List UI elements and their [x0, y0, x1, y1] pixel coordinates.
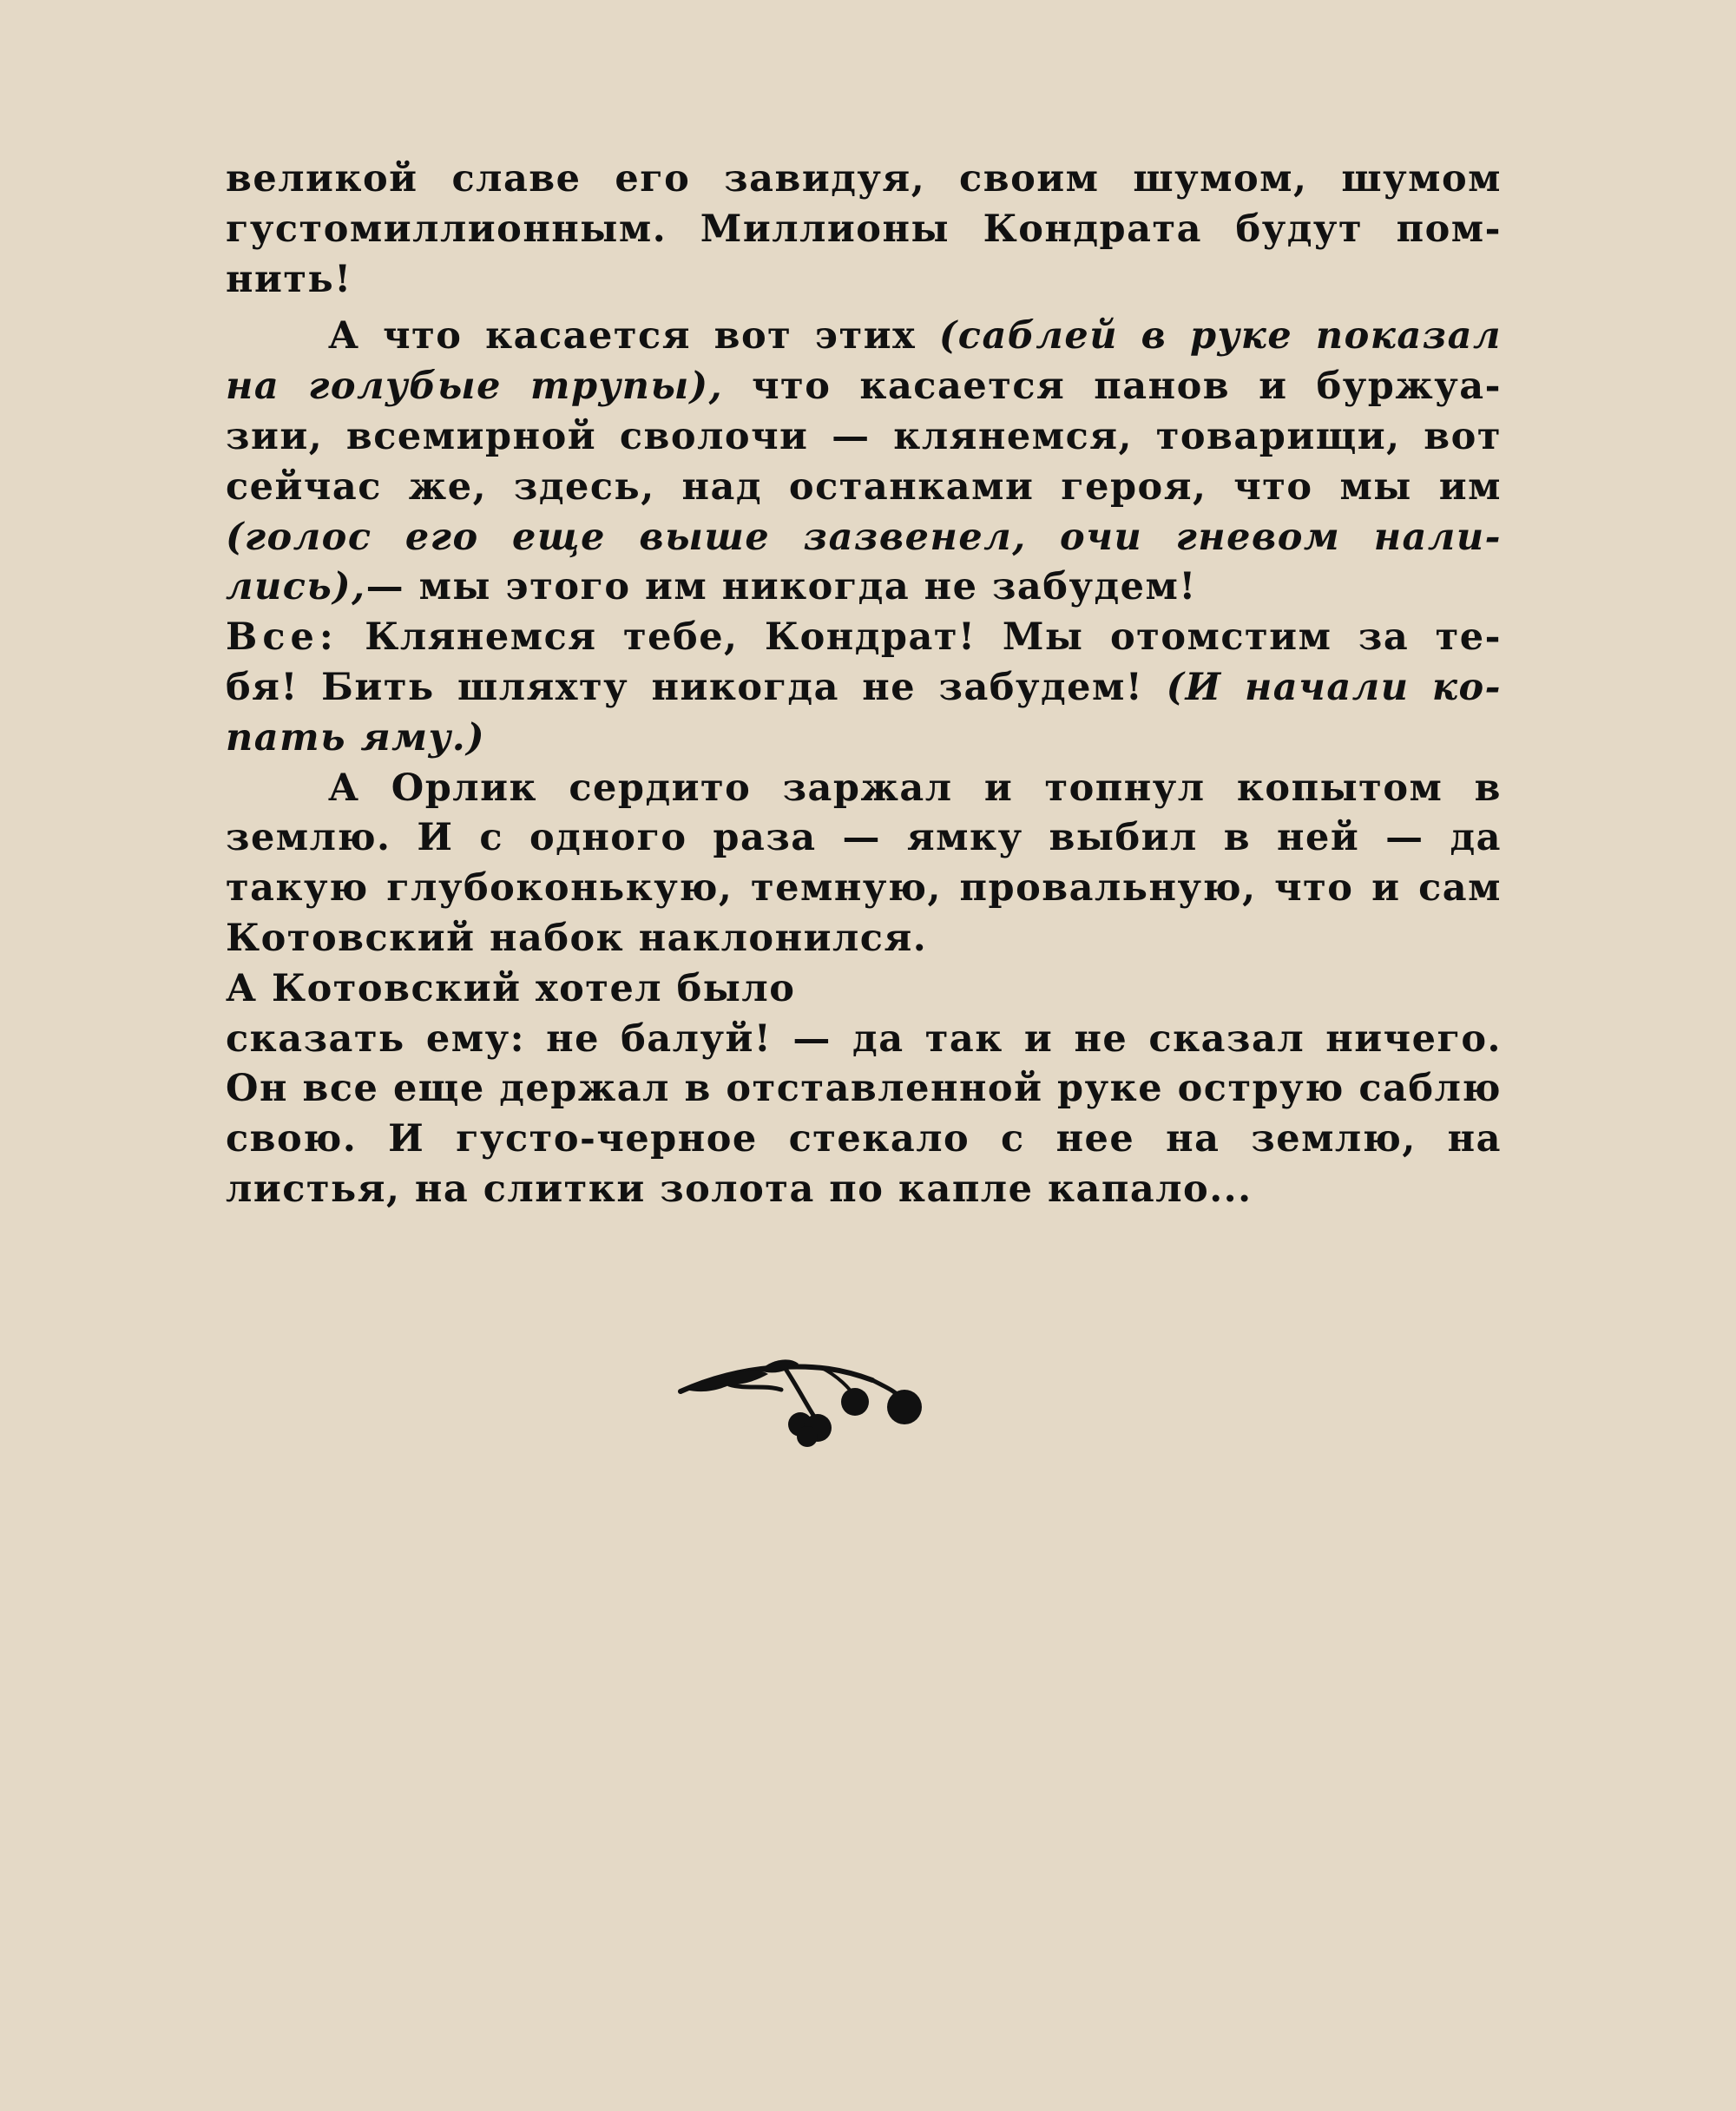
text-segment: зии, всемирной сволочи — клянемся, товарищи, вот — [226, 414, 1502, 458]
text-line — [226, 964, 1502, 1015]
text-segment: густомиллионным. Миллионы Кондрата будут пом- — [226, 207, 1502, 251]
stage-direction: (саблей в руке показал — [938, 314, 1502, 358]
text-segment: листья, на слитки золота по капле капало... — [226, 1167, 1253, 1211]
text-segment: — мы этого им никогда не забудем! — [365, 565, 1197, 609]
text-segment: такую глубоконькую, темную, провальную, что и сам — [226, 866, 1502, 911]
text-line — [226, 1064, 1502, 1115]
text-line — [226, 562, 1502, 613]
speaker-label: Все: — [226, 615, 339, 660]
stage-direction: (голос его еще выше зазвенел, очи гневом нали- — [226, 515, 1502, 559]
text-segment: А что касается вот этих — [328, 314, 939, 358]
stage-direction: на голубые трупы), — [226, 365, 724, 409]
text-line — [226, 463, 1502, 513]
text-segment: великой славе его завидуя, своим шумом, шумом — [226, 157, 1502, 201]
text-segment: свою. И густо-черное стекало с нее на землю, на — [226, 1117, 1502, 1161]
text-line — [226, 412, 1502, 463]
text-line — [226, 864, 1502, 914]
cherry-branch-ornament-icon — [677, 1350, 933, 1450]
text-line — [226, 255, 1502, 306]
text-line — [226, 813, 1502, 864]
text-line — [226, 205, 1502, 255]
text-line — [226, 155, 1502, 205]
text-segment: А Котовский хотел было — [226, 966, 796, 1010]
text-line — [226, 914, 1502, 964]
text-segment: бя! Бить шляхту никогда не забудем! — [226, 665, 1167, 709]
page-text — [226, 155, 1502, 1215]
text-segment: что касается панов и буржуа- — [723, 365, 1503, 409]
text-line — [226, 613, 1502, 663]
text-line — [226, 513, 1502, 563]
stage-direction: пать яму.) — [226, 715, 486, 760]
text-line — [226, 663, 1502, 714]
text-line — [226, 1165, 1502, 1215]
stage-direction: (И начали ко- — [1166, 665, 1502, 709]
text-line — [226, 362, 1502, 412]
text-segment: сказать ему: не балуй! — да так и не сказал ничего. — [226, 1016, 1502, 1061]
text-line — [226, 1115, 1502, 1165]
text-segment: Он все еще держал в отставленной руке острую саблю — [226, 1067, 1502, 1111]
text-segment: сейчас же, здесь, над останками героя, что мы им — [226, 464, 1502, 509]
text-line — [226, 714, 1502, 764]
text-segment: Котовский набок наклонился. — [226, 916, 928, 960]
text-line — [226, 1015, 1502, 1065]
text-segment: землю. И с одного раза — ямку выбил в ней — да — [226, 816, 1502, 860]
text-segment: А Орлик сердито заржал и топнул копытом в — [328, 766, 1502, 810]
stage-direction: лись), — [226, 565, 366, 609]
text-segment: Клянемся тебе, Кондрат! Мы отомстим за те- — [338, 615, 1502, 660]
text-line — [226, 312, 1502, 362]
text-line — [226, 764, 1502, 814]
text-segment: нить! — [226, 257, 352, 301]
